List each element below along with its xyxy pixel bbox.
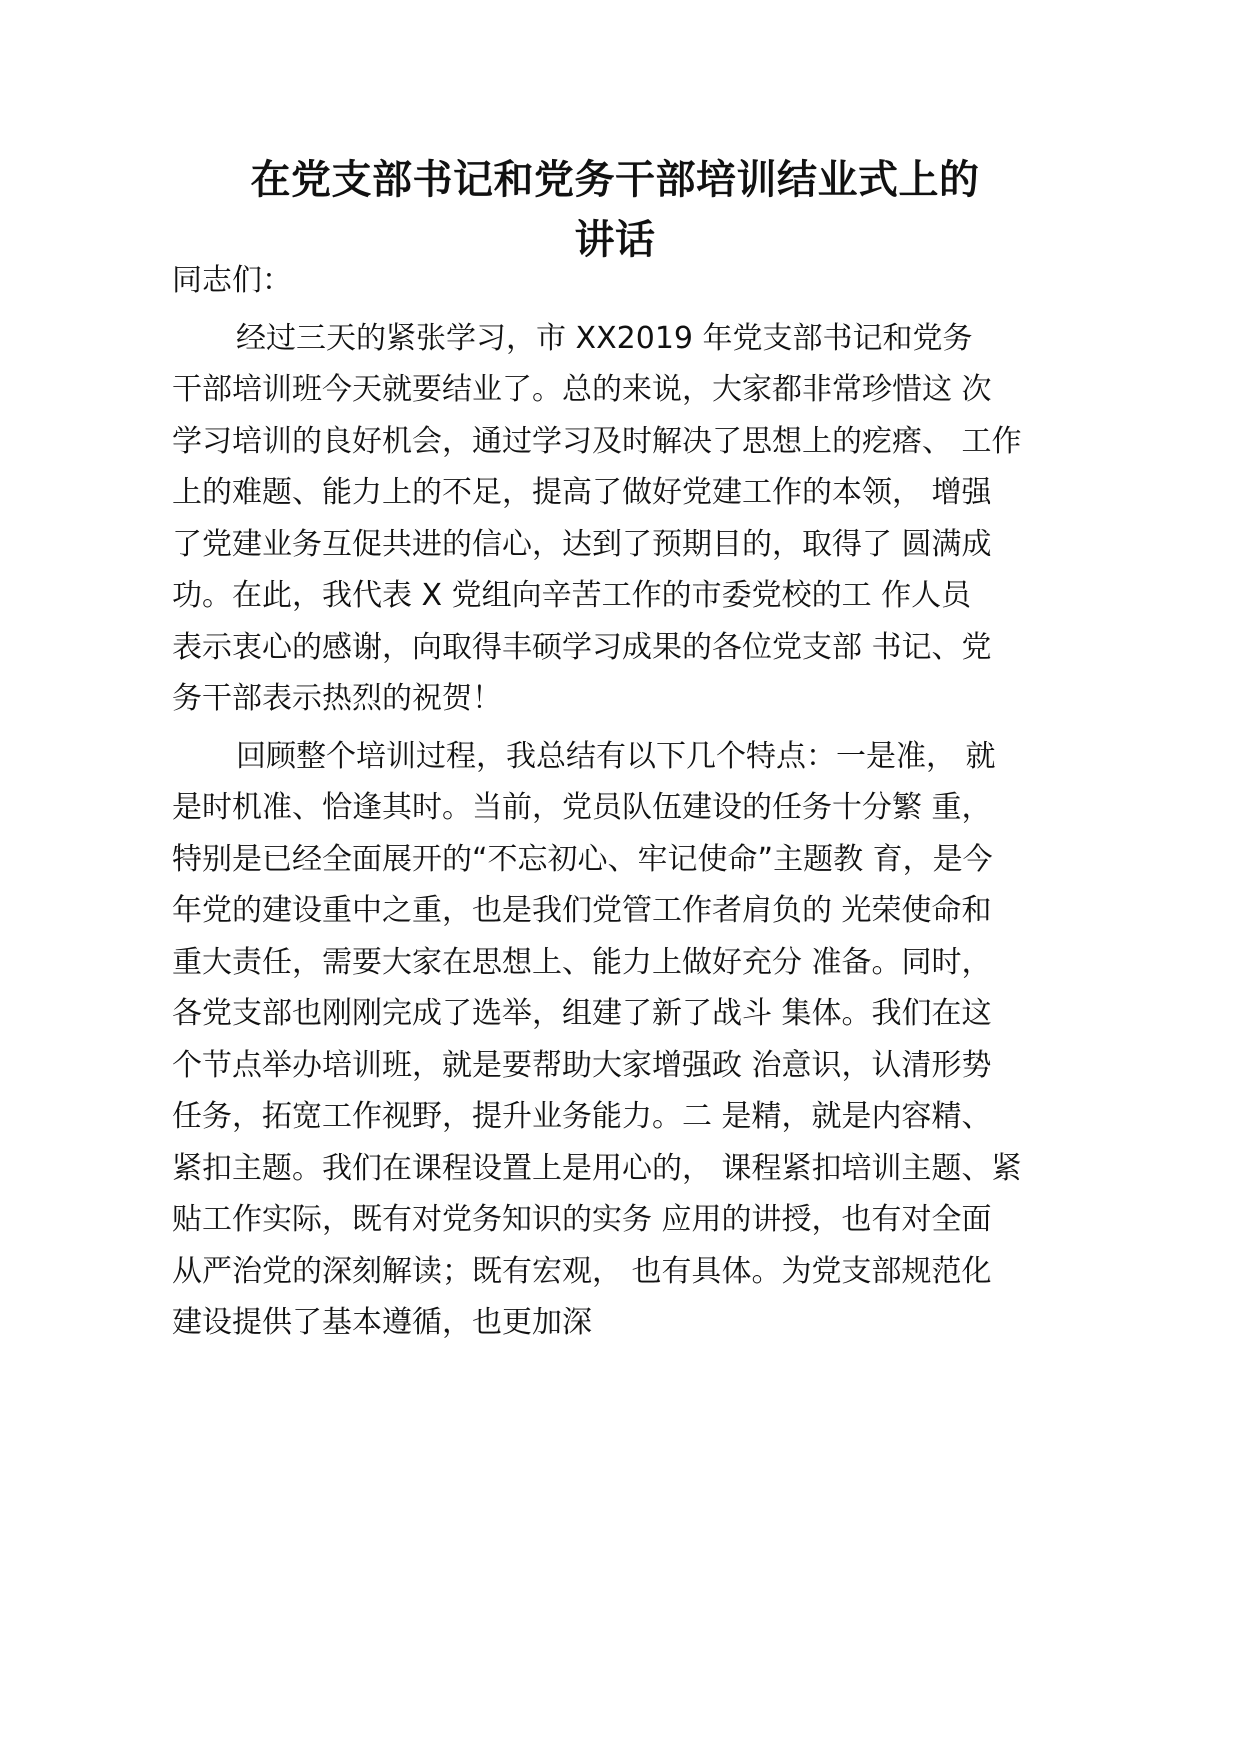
paragraph-2-line: 个节点举办培训班，就是要帮助大家增强政 治意识，认清形势 [172, 1047, 992, 1083]
paragraph-1-line: 经过三天的紧张学习，市 XX2019 年党支部书记和党务 [236, 320, 973, 356]
paragraph-1-line: 务干部表示热烈的祝贺！ [172, 681, 502, 716]
paragraph-1-line: 学习培训的良好机会，通过学习及时解决了思想上的疙瘩、 工作 [172, 423, 1022, 459]
paragraph-2-line: 重大责任，需要大家在思想上、能力上做好充分 准备。同时， [172, 944, 992, 980]
salutation: 同志们： [172, 263, 292, 298]
title-line-2: 讲话 [574, 217, 656, 263]
paragraph-1 [172, 313, 1082, 725]
paragraph-2-line: 特别是已经全面展开的“不忘初心、牢记使命”主题教 育，是今 [172, 841, 993, 877]
paragraph-2-line: 年党的建设重中之重，也是我们党管工作者肩负的 光荣使命和 [172, 893, 992, 928]
paragraph-2-line: 回顾整个培训过程，我总结有以下几个特点：一是准， 就 [236, 738, 996, 774]
paragraph-1-line: 功。在此，我代表 X 党组向辛苦工作的市委党校的工 作人员 [172, 578, 972, 613]
paragraph-2 [172, 731, 1082, 1349]
paragraph-1-line: 了党建业务互促共进的信心，达到了预期目的，取得了 圆满成 [172, 526, 992, 562]
paragraph-2-line: 各党支部也刚刚完成了选举，组建了新了战斗 集体。我们在这 [172, 996, 992, 1031]
paragraph-2-line: 任务，拓宽工作视野，提升业务能力。二 是精，就是内容精、 [172, 1099, 992, 1134]
paragraph-2-line: 是时机准、恰逢其时。当前，党员队伍建设的任务十分繁 重， [172, 790, 992, 825]
title-line-1: 在党支部书记和党务干部培训结业式上的 [250, 157, 980, 203]
paragraph-1-line: 上的难题、能力上的不足，提高了做好党建工作的本领， 增强 [172, 475, 992, 510]
paragraph-1-line: 表示衷心的感谢，向取得丰硕学习成果的各位党支部 书记、党 [172, 629, 992, 665]
paragraph-2-line: 贴工作实际，既有对党务知识的实务 应用的讲授，也有对全面 [172, 1202, 992, 1237]
paragraph-1-line: 干部培训班今天就要结业了。总的来说，大家都非常珍惜这 次 [172, 372, 992, 407]
paragraph-2-line: 建设提供了基本遵循，也更加深 [172, 1305, 592, 1340]
paragraph-2-line: 紧扣主题。我们在课程设置上是用心的， 课程紧扣培训主题、紧 [172, 1150, 1022, 1186]
document-title [150, 150, 1080, 270]
paragraph-2-line: 从严治党的深刻解读；既有宏观， 也有具体。为党支部规范化 [172, 1253, 992, 1289]
document-body [172, 255, 1082, 1349]
